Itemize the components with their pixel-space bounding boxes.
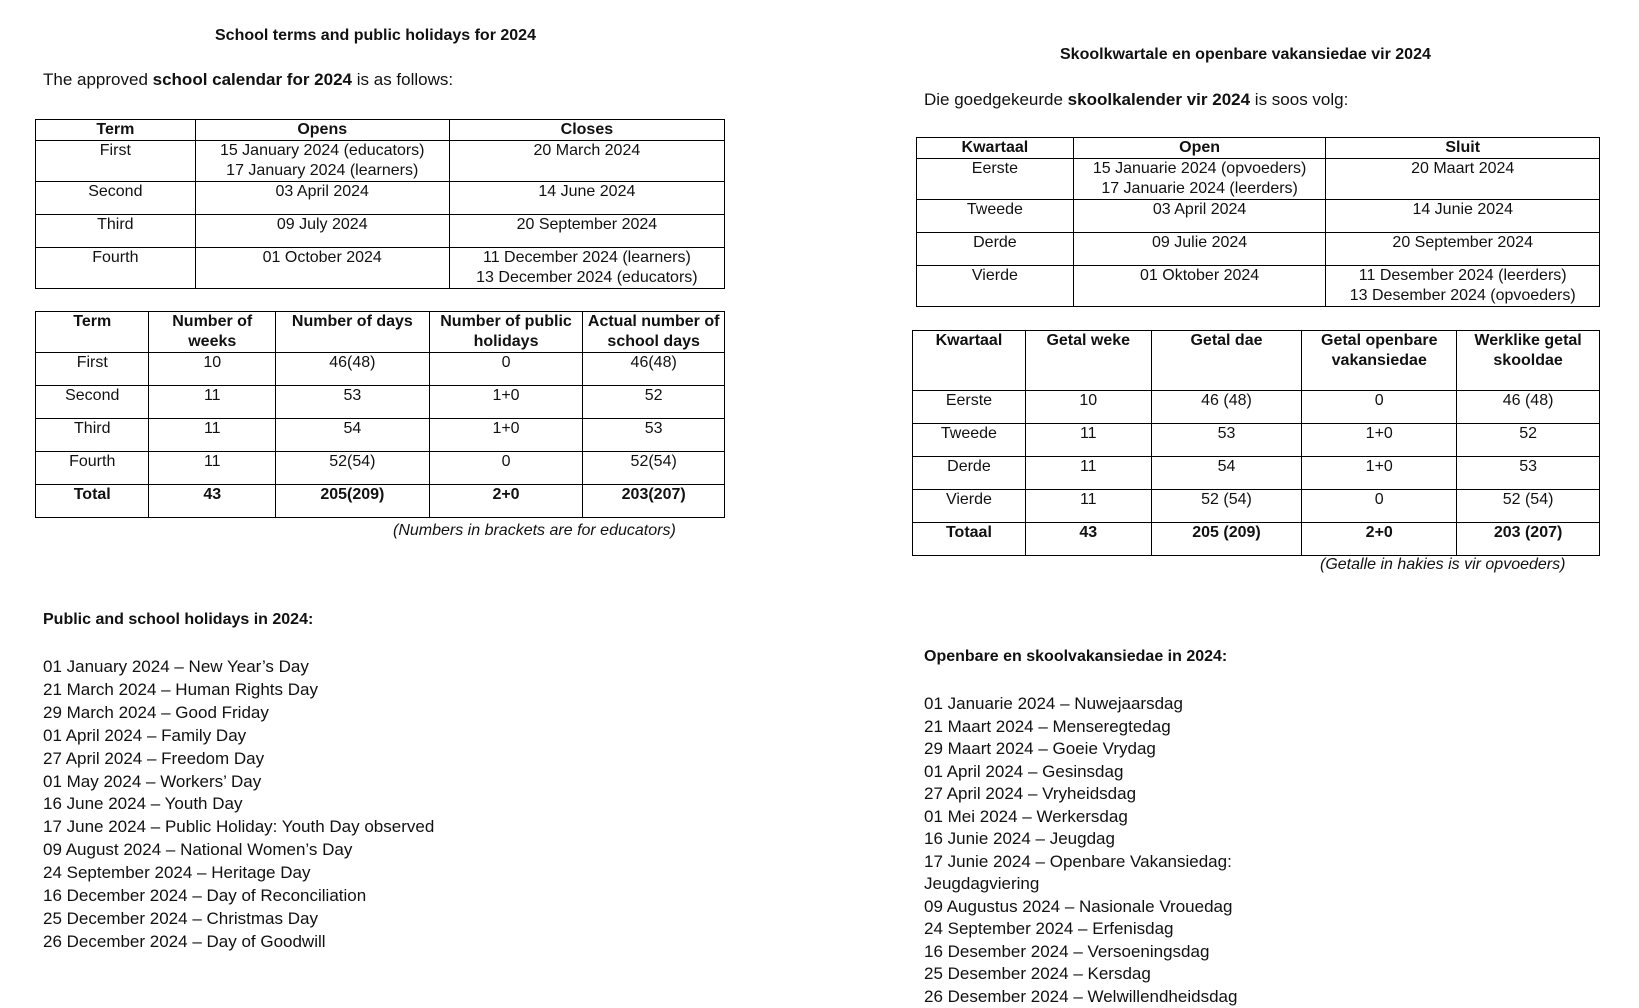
table-row: First 10 46(48) 0 46(48): [36, 353, 725, 386]
list-item: 16 December 2024 – Day of Reconciliation: [43, 885, 434, 908]
table-row: Vierde 01 Oktober 2024 11 Desember 2024 (leerders) 13 Desember 2024 (opvoeders): [917, 266, 1600, 307]
list-item: 27 April 2024 – Freedom Day: [43, 748, 434, 771]
table-row: Eerste 10 46 (48) 0 46 (48): [913, 391, 1600, 424]
list-item: 29 March 2024 – Good Friday: [43, 702, 434, 725]
list-item: 29 Maart 2024 – Goeie Vrydag: [924, 738, 1284, 761]
total-row: Totaal 43 205 (209) 2+0 203 (207): [913, 523, 1600, 556]
english-note: (Numbers in brackets are for educators): [393, 522, 676, 540]
table-row: Fourth 01 October 2024 11 December 2024 (learners) 13 December 2024 (educators): [36, 248, 725, 289]
table-row: First 15 January 2024 (educators) 17 January 2024 (learners) 20 March 2024: [36, 141, 725, 182]
afrikaans-holidays-list: [924, 693, 1284, 1008]
afrikaans-note: (Getalle in hakies is vir opvoeders): [1320, 556, 1565, 574]
list-item: 09 Augustus 2024 – Nasionale Vrouedag: [924, 896, 1284, 919]
afrikaans-holidays-title: Openbare en skoolvakansiedae in 2024:: [924, 648, 1227, 666]
list-item: 16 Junie 2024 – Jeugdag: [924, 828, 1284, 851]
table-row: Derde 09 Julie 2024 20 September 2024: [917, 233, 1600, 266]
list-item: 01 May 2024 – Workers’ Day: [43, 771, 434, 794]
table-row: Eerste 15 Januarie 2024 (opvoeders) 17 Januarie 2024 (leerders) 20 Maart 2024: [917, 159, 1600, 200]
list-item: 26 December 2024 – Day of Goodwill: [43, 931, 434, 954]
table-row: Fourth 11 52(54) 0 52(54): [36, 452, 725, 485]
table-row: Tweede 11 53 1+0 52: [913, 424, 1600, 457]
list-item: 01 Mei 2024 – Werkersdag: [924, 806, 1284, 829]
table-row: Third 09 July 2024 20 September 2024: [36, 215, 725, 248]
list-item: 09 August 2024 – National Women’s Day: [43, 839, 434, 862]
table-row: Derde 11 54 1+0 53: [913, 457, 1600, 490]
table-row: Second 11 53 1+0 52: [36, 386, 725, 419]
list-item: 25 December 2024 – Christmas Day: [43, 908, 434, 931]
list-item: 01 April 2024 – Gesinsdag: [924, 761, 1284, 784]
list-item: 01 April 2024 – Family Day: [43, 725, 434, 748]
afrikaans-title: Skoolkwartale en openbare vakansiedae vir 2024: [1060, 46, 1431, 64]
list-item: 01 Januarie 2024 – Nuwejaarsdag: [924, 693, 1284, 716]
list-item: 27 April 2024 – Vryheidsdag: [924, 783, 1284, 806]
table-row: Third 11 54 1+0 53: [36, 419, 725, 452]
list-item: 16 Desember 2024 – Versoeningsdag: [924, 941, 1284, 964]
list-item: 17 Junie 2024 – Openbare Vakansiedag: Jeugdagviering: [924, 851, 1284, 896]
table-row: Second 03 April 2024 14 June 2024: [36, 182, 725, 215]
list-item: 25 Desember 2024 – Kersdag: [924, 963, 1284, 986]
english-title: School terms and public holidays for 2024: [215, 27, 536, 45]
list-item: 24 September 2024 – Erfenisdag: [924, 918, 1284, 941]
afrikaans-days-table: [912, 330, 1600, 556]
table-row: Tweede 03 April 2024 14 Junie 2024: [917, 200, 1600, 233]
english-terms-table: [35, 119, 725, 289]
english-holidays-list: [43, 656, 434, 954]
total-row: Total 43 205(209) 2+0 203(207): [36, 485, 725, 518]
table-header-row: Kwartaal Getal weke Getal dae Getal openbare vakansiedae Werklike getal skooldae: [913, 331, 1600, 391]
list-item: 16 June 2024 – Youth Day: [43, 793, 434, 816]
english-intro: The approved school calendar for 2024 is as follows:: [43, 70, 453, 90]
list-item: 21 March 2024 – Human Rights Day: [43, 679, 434, 702]
afrikaans-intro: Die goedgekeurde skoolkalender vir 2024 is soos volg:: [924, 90, 1348, 110]
english-days-table: [35, 311, 725, 518]
list-item: 26 Desember 2024 – Welwillendheidsdag: [924, 986, 1284, 1008]
table-header-row: [36, 120, 725, 141]
header-term: Term: [36, 120, 196, 141]
list-item: 01 January 2024 – New Year’s Day: [43, 656, 434, 679]
table-header-row: Term Number of weeks Number of days Number of public holidays Actual number of school days: [36, 312, 725, 353]
afrikaans-terms-table: [916, 137, 1600, 307]
table-header-row: Kwartaal Open Sluit: [917, 138, 1600, 159]
list-item: 17 June 2024 – Public Holiday: Youth Day observed: [43, 816, 434, 839]
english-holidays-title: Public and school holidays in 2024:: [43, 611, 313, 629]
header-opens: Opens: [195, 120, 449, 141]
list-item: 21 Maart 2024 – Menseregtedag: [924, 716, 1284, 739]
header-closes: Closes: [449, 120, 724, 141]
table-row: Vierde 11 52 (54) 0 52 (54): [913, 490, 1600, 523]
list-item: 24 September 2024 – Heritage Day: [43, 862, 434, 885]
